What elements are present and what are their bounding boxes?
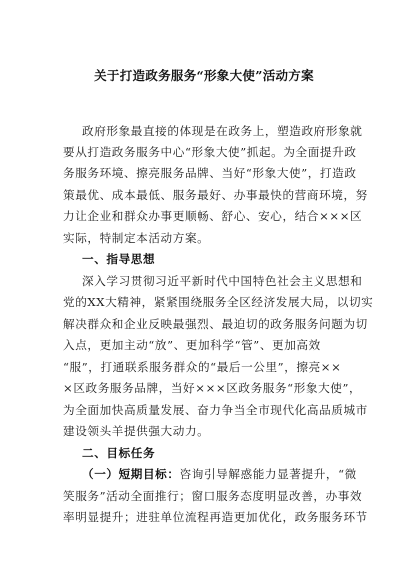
intro-line-4: 策最优、成本最低、服务最好、办事最快的营商环境，努 — [63, 188, 368, 202]
section1-line-7: 为全面加快高质量发展、奋力争当全市现代化高品质城市 — [63, 403, 368, 417]
section2-line-1-text: 咨询引导解惑能力显著提升，“微 — [179, 467, 357, 481]
intro-line-2: 要从打造政务服务中心“形象大使”抓起。为全面提升政 — [63, 145, 357, 159]
section1-line-6: ×区政务服务品牌，当好×××区政务服务“形象大使”， — [63, 381, 362, 395]
intro-line-3: 务服务环境、擦亮服务品牌、当好“形象大使”，打造政 — [63, 166, 357, 180]
section-heading-guiding-ideology: 一、指导思想 — [82, 252, 156, 266]
intro-line-6: 实际，特制定本活动方案。 — [63, 231, 210, 245]
section2-line-3: 率明显提升；进驻单位流程再造更加优化，政务服务环节 — [63, 510, 368, 524]
intro-line-5: 力让企业和群众办事更顺畅、舒心、安心，结合×××区 — [63, 209, 363, 223]
section-heading-goals: 二、目标任务 — [82, 446, 156, 460]
section1-line-2: 党的XX大精神，紧紧围绕服务全区经济发展大局，以切实 — [63, 295, 374, 309]
section2-line-2: 笑服务”活动全面推行；窗口服务态度明显改善，办事效 — [63, 489, 363, 503]
section1-line-8: 建设领头羊提供强大动力。 — [63, 424, 210, 438]
section1-line-3: 解决群众和企业反映最强烈、最迫切的政务服务问题为切 — [63, 317, 368, 331]
section1-line-4: 入点，更加主动“放”、更加科学“管”、更加高效 — [63, 338, 321, 352]
section1-line-5: “服”，打通联系服务群众的“最后一公里”，擦亮×× — [63, 360, 342, 374]
document-title: 关于打造政务服务“形象大使”活动方案 — [94, 68, 314, 83]
intro-line-1: 政府形象最直接的体现是在政务上，塑造政府形象就 — [82, 124, 363, 138]
short-term-goal-label: （一）短期目标： — [82, 467, 180, 481]
section1-line-1: 深入学习贯彻习近平新时代中国特色社会主义思想和 — [82, 274, 363, 288]
section2-item-line-1 — [82, 466, 357, 482]
